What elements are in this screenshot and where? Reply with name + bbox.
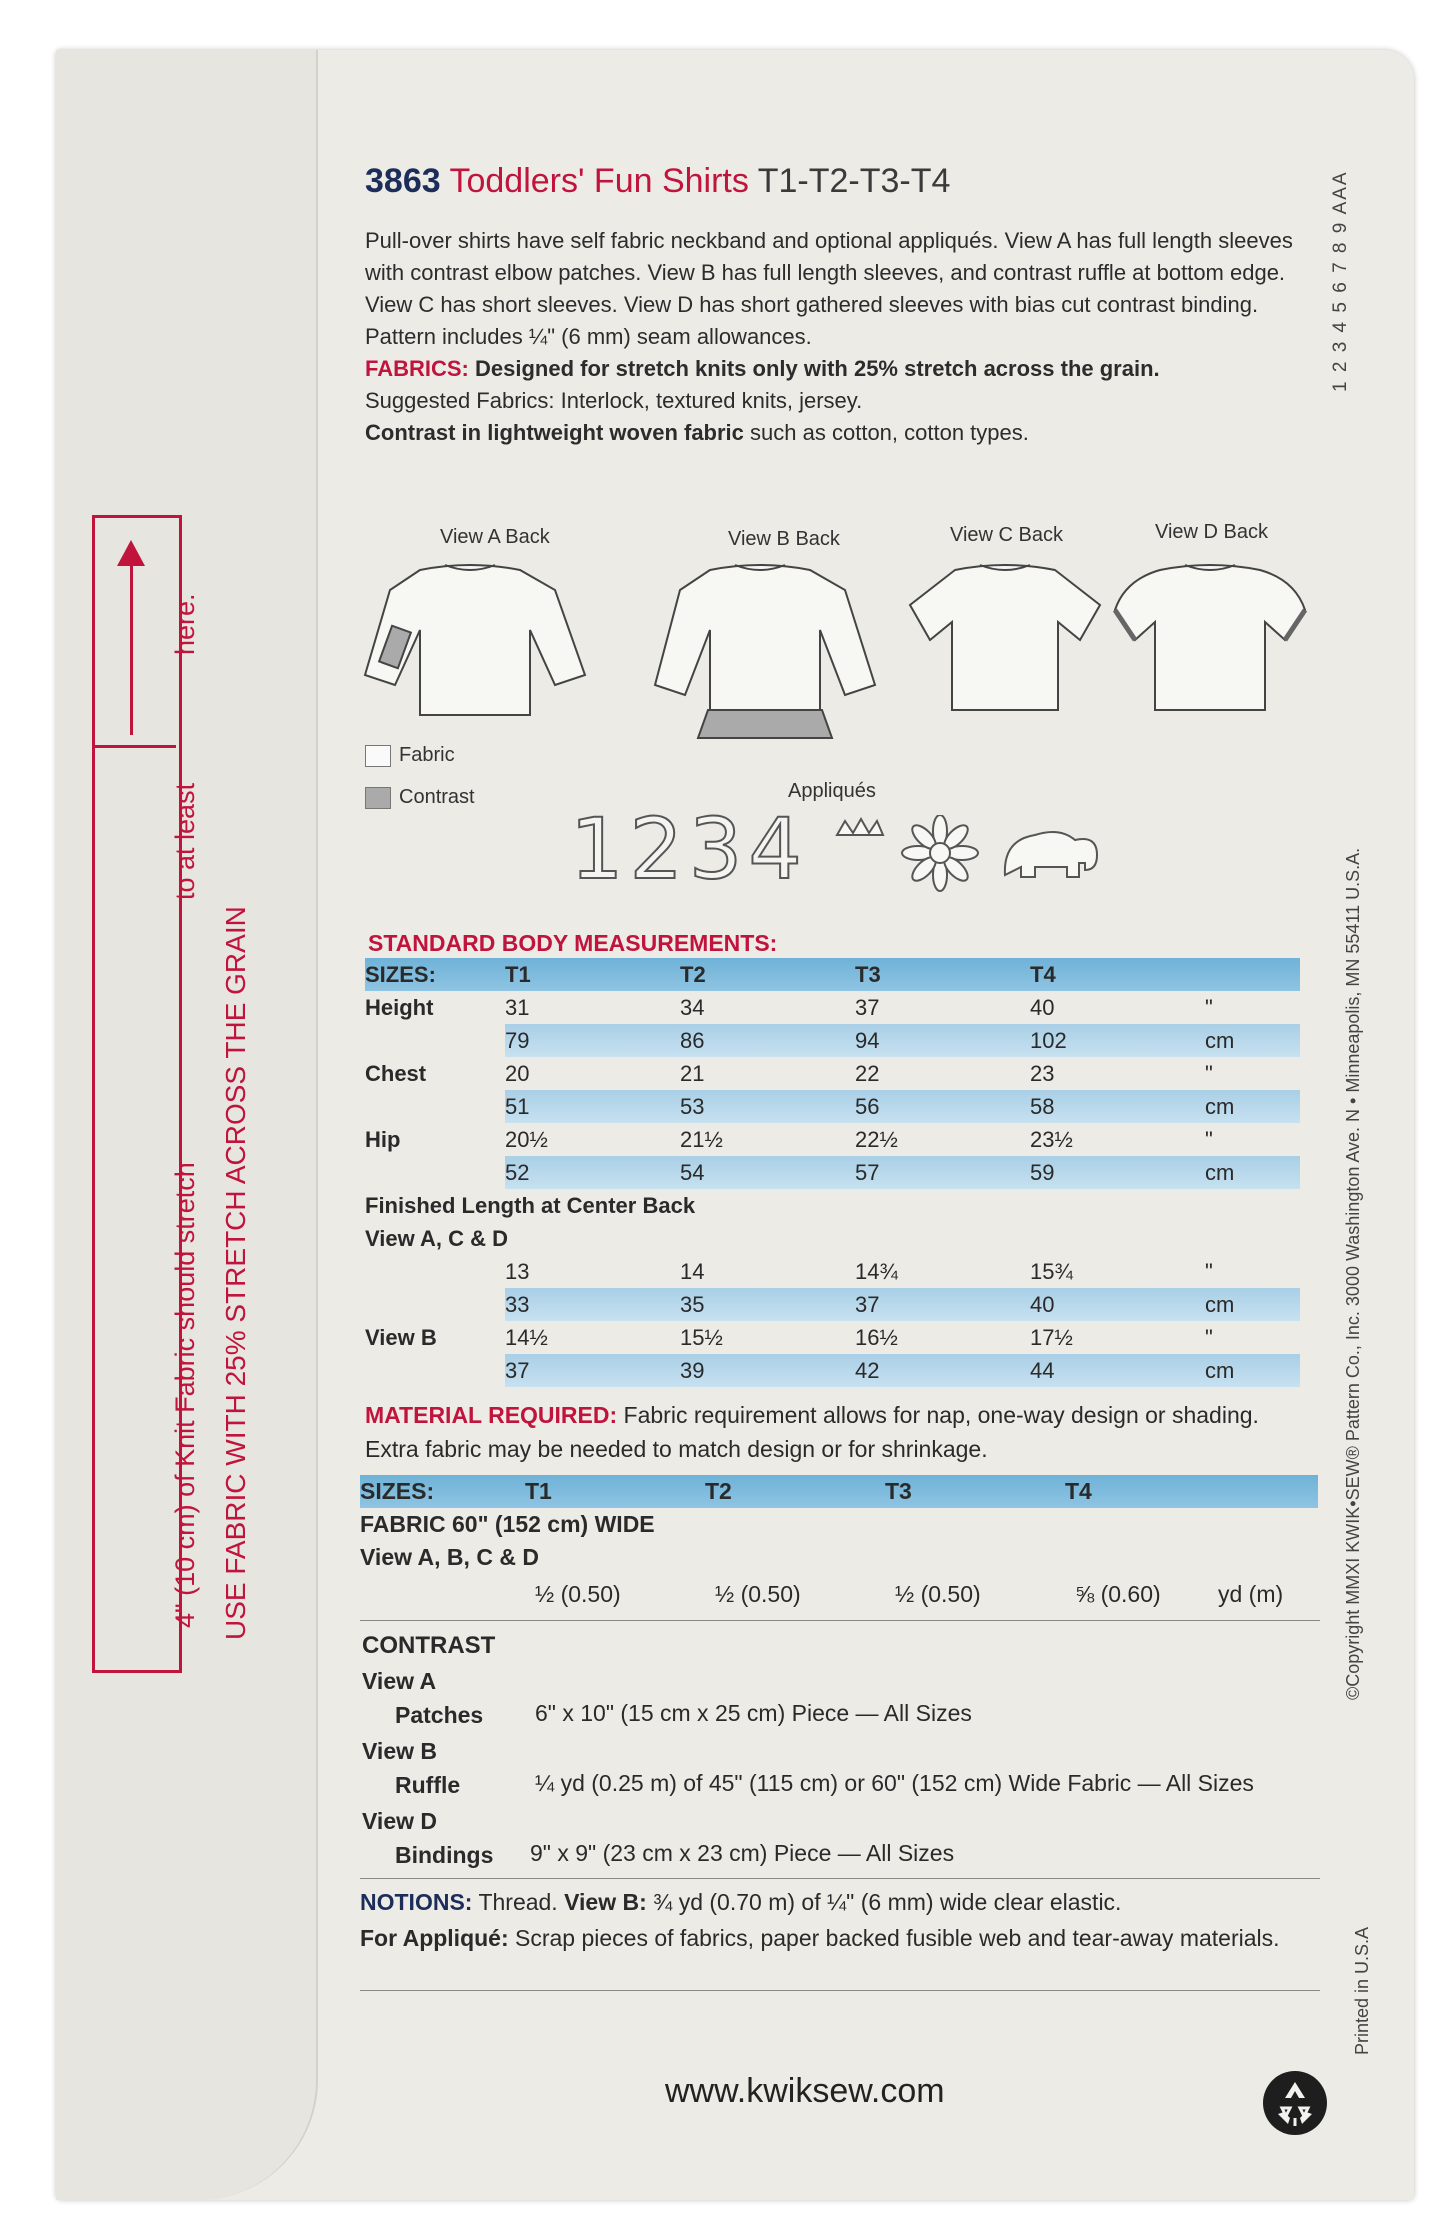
unit: ": [1205, 1126, 1213, 1152]
row-label: [365, 1024, 505, 1057]
copyright-text: ©Copyright MMXI KWIK•SEW® Pattern Co., Inc. 3000 Washington Ave. N • Minneapolis, MN 55411 U.S.A.: [1343, 847, 1363, 1700]
table-row: [365, 1156, 1300, 1189]
applique-text: Scrap pieces of fabrics, paper backed fusible web and tear-away materials.: [515, 1925, 1280, 1951]
description: [365, 225, 1305, 449]
cell: 86: [680, 1024, 855, 1057]
ruffle-label: Ruffle: [395, 1772, 461, 1798]
flower-icon: [902, 815, 978, 891]
table-row: [365, 1090, 1300, 1123]
contrast-view-d: View D: [362, 1808, 437, 1834]
row-label: [365, 1156, 505, 1189]
cell: 79: [505, 1024, 680, 1057]
legend-contrast-label: Contrast: [399, 786, 475, 808]
sizes-label: SIZES:: [365, 961, 436, 987]
finished-view-row: [365, 1222, 1300, 1255]
cell: 21: [680, 1060, 705, 1086]
patches-label: Patches: [395, 1702, 484, 1728]
material-sizes-label: SIZES:: [360, 1478, 435, 1504]
row-label: [365, 1255, 505, 1288]
unit: yd (m): [1218, 1580, 1284, 1607]
unit: ": [1205, 1258, 1213, 1284]
cell: ½ (0.50): [715, 1580, 801, 1607]
material-size-t4: T4: [1065, 1478, 1092, 1504]
size-t1: T1: [505, 961, 531, 987]
notions: [360, 1884, 1320, 1956]
unit: cm: [1205, 1090, 1300, 1123]
material-required: [365, 1398, 1315, 1466]
fabric-width-row: [360, 1508, 1318, 1541]
fabrics-text: Designed for stretch knits only with 25% stretch across the grain.: [475, 356, 1160, 381]
cell: 20½: [505, 1126, 548, 1152]
fabrics-line: [365, 353, 1305, 385]
cell: 52: [505, 1156, 680, 1189]
table-row: [360, 1574, 1318, 1614]
cell: 20: [505, 1060, 530, 1086]
elephant-icon: [1005, 832, 1097, 877]
applique-shapes: [835, 815, 1115, 895]
cell: 14½: [505, 1324, 548, 1350]
row-label: [365, 1354, 505, 1387]
fabric-view-abcd: View A, B, C & D: [360, 1544, 539, 1570]
description-text: Pull-over shirts have self fabric neckband and optional appliqués. View A has full length sleeves with contrast elbow patches. View B has full length sleeves, and contrast ruffle at bottom edge. View C has short sleeves. View D has short gathered sleeves with bias cut contrast binding.: [365, 228, 1293, 317]
cell: 22½: [855, 1126, 898, 1152]
view-a-sketch: [365, 565, 585, 715]
cell: 59: [1030, 1156, 1205, 1189]
cell: 102: [1030, 1024, 1205, 1057]
legend-contrast: [365, 786, 475, 809]
cell: 15½: [680, 1324, 723, 1350]
applique-label: For Appliqué:: [360, 1925, 509, 1951]
table-row: [365, 1057, 1300, 1090]
applique-line: [360, 1920, 1320, 1956]
unit: cm: [1205, 1024, 1300, 1057]
row-label: Hip: [365, 1126, 401, 1152]
cell: 56: [855, 1090, 1030, 1123]
grain-at-least-text: to at least: [170, 782, 200, 900]
contrast-swatch: [365, 787, 391, 809]
table-row: [365, 1321, 1300, 1354]
table-row: [365, 1123, 1300, 1156]
contrast-title: CONTRAST: [362, 1632, 496, 1659]
cell: 37: [855, 994, 880, 1020]
cell: 40: [1030, 1288, 1205, 1321]
cell: 53: [680, 1090, 855, 1123]
cell: 23: [1030, 1060, 1055, 1086]
view-c-label: View C Back: [950, 524, 1064, 546]
grain-instruction: USE FABRIC WITH 25% STRETCH ACROSS THE GRAIN: [220, 906, 251, 1640]
row-label: Chest: [365, 1060, 427, 1086]
grain-stretch-text: 4" (10 cm) of Knit Fabric should stretch: [170, 1162, 200, 1628]
view-d-sketch: [1115, 565, 1305, 710]
legend-fabric-label: Fabric: [399, 744, 455, 766]
row-label: Height: [365, 994, 434, 1020]
fabric-width-title: FABRIC 60" (152 cm) WIDE: [360, 1511, 655, 1537]
grain-guide-box: [92, 515, 182, 1673]
pattern-name: Toddlers' Fun Shirts: [449, 162, 749, 200]
grain-divider: [92, 745, 176, 748]
view-a-label: View A Back: [440, 526, 550, 548]
notions-line: [360, 1884, 1320, 1920]
bindings-text: 9" x 9" (23 cm x 23 cm) Piece — All Sizes: [530, 1840, 955, 1866]
row-label: View B: [365, 1324, 437, 1350]
cell: 58: [1030, 1090, 1205, 1123]
seam-allowance-text: Pattern includes ¼" (6 mm) seam allowances.: [365, 324, 812, 349]
grain-arrow-shaft: [130, 560, 133, 735]
bindings-label: Bindings: [395, 1842, 494, 1868]
cell: 39: [680, 1354, 855, 1387]
print-code: 1 2 3 4 5 6 7 8 9 AAA: [1330, 170, 1351, 392]
contrast-fabric-line: [365, 417, 1305, 449]
notions-view-b: View B:: [564, 1889, 647, 1915]
website-url[interactable]: www.kwiksew.com: [665, 2072, 945, 2110]
cell: 57: [855, 1156, 1030, 1189]
table-row: [365, 1024, 1300, 1057]
view-b-label: View B Back: [728, 528, 840, 550]
row-label: [365, 1288, 505, 1321]
material-size-t1: T1: [525, 1478, 552, 1504]
material-size-t2: T2: [705, 1478, 732, 1504]
cell: 44: [1030, 1354, 1205, 1387]
notions-thread: Thread.: [478, 1889, 558, 1915]
measurements-title: STANDARD BODY MEASUREMENTS:: [368, 930, 778, 956]
unit: cm: [1205, 1354, 1300, 1387]
grain-here-text: here.: [170, 593, 200, 655]
cell: 13: [505, 1258, 530, 1284]
table-row: [365, 991, 1300, 1024]
size-t2: T2: [680, 961, 706, 987]
unit: ": [1205, 994, 1213, 1020]
fabric-swatch: [365, 745, 391, 767]
contrast-bold-text: Contrast in lightweight woven fabric: [365, 420, 744, 445]
unit: cm: [1205, 1288, 1300, 1321]
fabrics-label: FABRICS:: [365, 356, 469, 381]
cell: 31: [505, 994, 530, 1020]
material-label: MATERIAL REQUIRED:: [365, 1402, 618, 1428]
table-row: [365, 1255, 1300, 1288]
cell: 14¾: [855, 1258, 898, 1284]
crown-icon: [837, 819, 883, 835]
material-size-t3: T3: [885, 1478, 912, 1504]
unit: cm: [1205, 1156, 1300, 1189]
size-t3: T3: [855, 961, 881, 987]
view-b-sketch: [655, 565, 875, 738]
cell: 37: [855, 1288, 1030, 1321]
pattern-sizes: T1-T2-T3-T4: [757, 162, 951, 200]
cell: 17½: [1030, 1324, 1073, 1350]
cell: ½ (0.50): [535, 1580, 621, 1607]
divider: [360, 1620, 1320, 1621]
fabric-view-row: [360, 1541, 1318, 1574]
view-c-sketch: [910, 565, 1100, 710]
unit: ": [1205, 1324, 1213, 1350]
notions-label: NOTIONS:: [360, 1889, 473, 1915]
cell: 33: [505, 1288, 680, 1321]
contrast-rest-text: such as cotton, cotton types.: [750, 420, 1029, 445]
table-row: [365, 1354, 1300, 1387]
ruffle-text: ¼ yd (0.25 m) of 45" (115 cm) or 60" (152 cm) Wide Fabric — All Sizes: [535, 1770, 1254, 1796]
divider: [360, 1990, 1320, 1991]
finished-title-row: [365, 1189, 1300, 1222]
pattern-number: 3863: [365, 162, 441, 200]
contrast-view-b: View B: [362, 1738, 437, 1764]
cell: 54: [680, 1156, 855, 1189]
row-label: [365, 1090, 505, 1123]
unit: ": [1205, 1060, 1213, 1086]
material-sizes-row: [360, 1475, 1318, 1508]
cell: 15¾: [1030, 1258, 1073, 1284]
cell: ⅝ (0.60): [1075, 1580, 1161, 1607]
notions-elastic: ¾ yd (0.70 m) of ¼" (6 mm) wide clear elastic.: [653, 1889, 1122, 1915]
finished-length-title: Finished Length at Center Back: [365, 1192, 696, 1218]
suggested-fabrics: Suggested Fabrics: Interlock, textured knits, jersey.: [365, 388, 863, 413]
cell: 37: [505, 1354, 680, 1387]
cell: 22: [855, 1060, 880, 1086]
material-table: [360, 1475, 1318, 1614]
cell: 35: [680, 1288, 855, 1321]
cell: 34: [680, 994, 705, 1020]
cell: 51: [505, 1090, 680, 1123]
garment-sketches: [360, 550, 1320, 750]
pattern-title: [365, 162, 950, 201]
cell: 42: [855, 1354, 1030, 1387]
applique-numbers: 1234: [570, 800, 808, 898]
cell: 16½: [855, 1324, 898, 1350]
cell: ½ (0.50): [895, 1580, 981, 1607]
legend-fabric: [365, 744, 455, 767]
cell: 21½: [680, 1126, 723, 1152]
cell: 23½: [1030, 1126, 1073, 1152]
size-t4: T4: [1030, 961, 1056, 987]
view-d-label: View D Back: [1155, 521, 1269, 543]
table-row: [365, 1288, 1300, 1321]
appliques-label: Appliqués: [788, 780, 876, 802]
recycle-icon: [1260, 2068, 1330, 2138]
printed-in-text: Printed in U.S.A: [1352, 1926, 1372, 2055]
cell: 14: [680, 1258, 705, 1284]
material-text: Fabric requirement allows for nap, one-way design or shading. Extra fabric may be needed to match design or for shrinkage.: [365, 1402, 1259, 1462]
contrast-view-a: View A: [362, 1668, 437, 1694]
cell: 94: [855, 1024, 1030, 1057]
patches-text: 6" x 10" (15 cm x 25 cm) Piece — All Sizes: [535, 1700, 972, 1726]
finished-view-acd-label: View A, C & D: [365, 1225, 509, 1251]
measurements-table: [365, 958, 1300, 1387]
sizes-header-row: [365, 958, 1300, 991]
divider: [360, 1878, 1320, 1879]
cell: 40: [1030, 994, 1055, 1020]
